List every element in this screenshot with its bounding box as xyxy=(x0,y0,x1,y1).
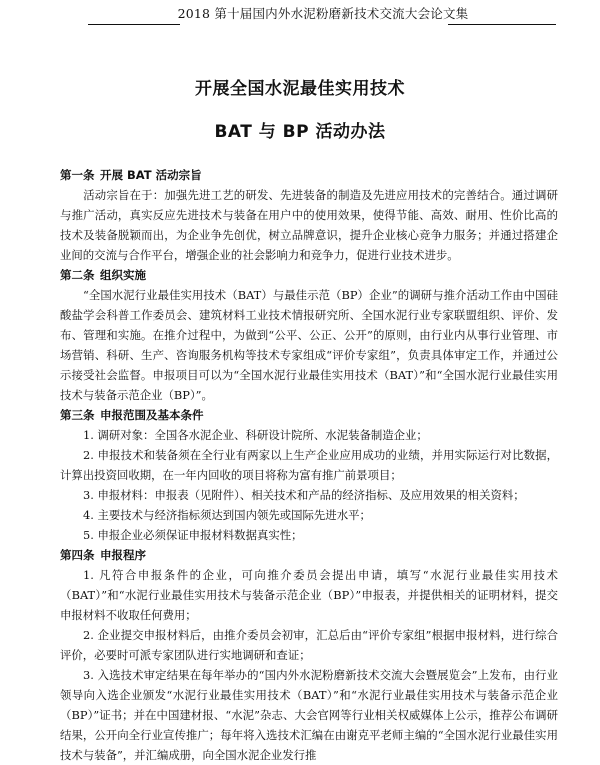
article-3-number: 第三条 xyxy=(60,408,95,422)
article-4-item: 1. 凡符合申报条件的企业，可向推介委员会提出申请，填写“水泥行业最佳实用技术（BAT）”和“水泥行业最佳实用技术与装备示范企业（BP）”申报表，并提供相关的证明材料，提交申报材料不收取任何费用； xyxy=(60,568,558,622)
article-4-heading xyxy=(60,545,558,565)
article-1-paragraph xyxy=(60,185,558,265)
article-4-item: 3. 入选技术审定结果在每年举办的“国内外水泥粉磨新技术交流大会暨展览会”上发布，由行业领导向入选企业颁发“水泥行业最佳实用技术（BAT）”和“水泥行业最佳实用技术与装备示范企业（BP）”证书；并在中国建材报、“水泥”杂志、大会官网等行业相关权威媒体上公示，推荐公布调研结果，公开向全行业宣传推广；每年将入选技术汇编在由谢克平老师主编的“全国水泥行业最佳实用技术与装备”，并汇编成册，向全国水泥企业发行推 xyxy=(60,668,558,762)
article-4-item: 2. 企业提交申报材料后，由推介委员会初审，汇总后由“评价专家组”根据申报材料，进行综合评价，必要时可派专家团队进行实地调研和查证； xyxy=(60,628,558,662)
document-title-line2: BAT 与 BP 活动办法 xyxy=(214,122,386,142)
article-2-heading xyxy=(60,265,558,285)
article-2-title: 组织实施 xyxy=(100,268,146,282)
article-1-title: 开展 BAT 活动宗旨 xyxy=(100,168,202,182)
header-text: 2018 第十届国内外水泥粉磨新技术交流大会论文集 xyxy=(177,6,469,21)
article-2-number: 第二条 xyxy=(60,268,95,282)
article-3-title: 申报范围及基本条件 xyxy=(100,408,204,422)
article-4-number: 第四条 xyxy=(60,548,95,562)
article-1-text: 活动宗旨在于：加强先进工艺的研发、先进装备的制造及先进应用技术的完善结合。通过调研与推广活动，真实反应先进技术与装备在用户中的使用效果，使得节能、高效、耐用、性价比高的技术及装备脱颖而出，为企业争先创优，树立品牌意识，提升企业核心竞争力服务；并通过搭建企业间的交流与合作平台，增强企业的社会影响力和竞争力，促进行业技术进步。 xyxy=(60,188,558,262)
header-rule-left xyxy=(88,24,180,25)
document-title-line1: 开展全国水泥最佳实用技术 xyxy=(195,79,405,99)
article-3-item: 1. 调研对象：全国各水泥企业、科研设计院所、水泥装备制造企业； xyxy=(83,428,428,442)
document-body xyxy=(60,165,558,765)
article-3-item: 4. 主要技术与经济指标须达到国内领先或国际先进水平； xyxy=(83,508,371,522)
header-rule-right xyxy=(448,24,556,25)
article-3-heading xyxy=(60,405,558,425)
article-2-text: “全国水泥行业最佳实用技术（BAT）与最佳示范（BP）企业”的调研与推介活动工作由中国硅酸盐学会科普工作委员会、建筑材料工业技术情报研究所、全国水泥行业专家联盟组织、评价、发布、管理和实施。在推介过程中，为做到“公平、公正、公开”的原则，由行业内从事行业管理、市场营销、科研、生产、咨询服务机构等技术专家组成“评价专家组”，负责具体审定工作，并通过公示接受社会监督。申报项目可以为“全国水泥行业最佳实用技术（BAT）”和“全国水泥行业最佳实用技术与装备示范企业（BP）”。 xyxy=(60,288,558,402)
article-1-heading xyxy=(60,165,558,185)
article-1-number: 第一条 xyxy=(60,168,95,182)
article-3-item: 2. 申报技术和装备须在全行业有两家以上生产企业应用成功的业绩，并用实际运行对比数据，计算出投资回收期，在一年内回收的项目将称为富有推广前景项目； xyxy=(60,448,558,482)
article-4-title: 申报程序 xyxy=(100,548,146,562)
article-2-paragraph xyxy=(60,285,558,405)
article-3-item: 3. 申报材料：申报表（见附件）、相关技术和产品的经济指标、及应用效果的相关资料； xyxy=(83,488,525,502)
article-3-item: 5. 申报企业必须保证申报材料数据真实性； xyxy=(83,528,303,542)
